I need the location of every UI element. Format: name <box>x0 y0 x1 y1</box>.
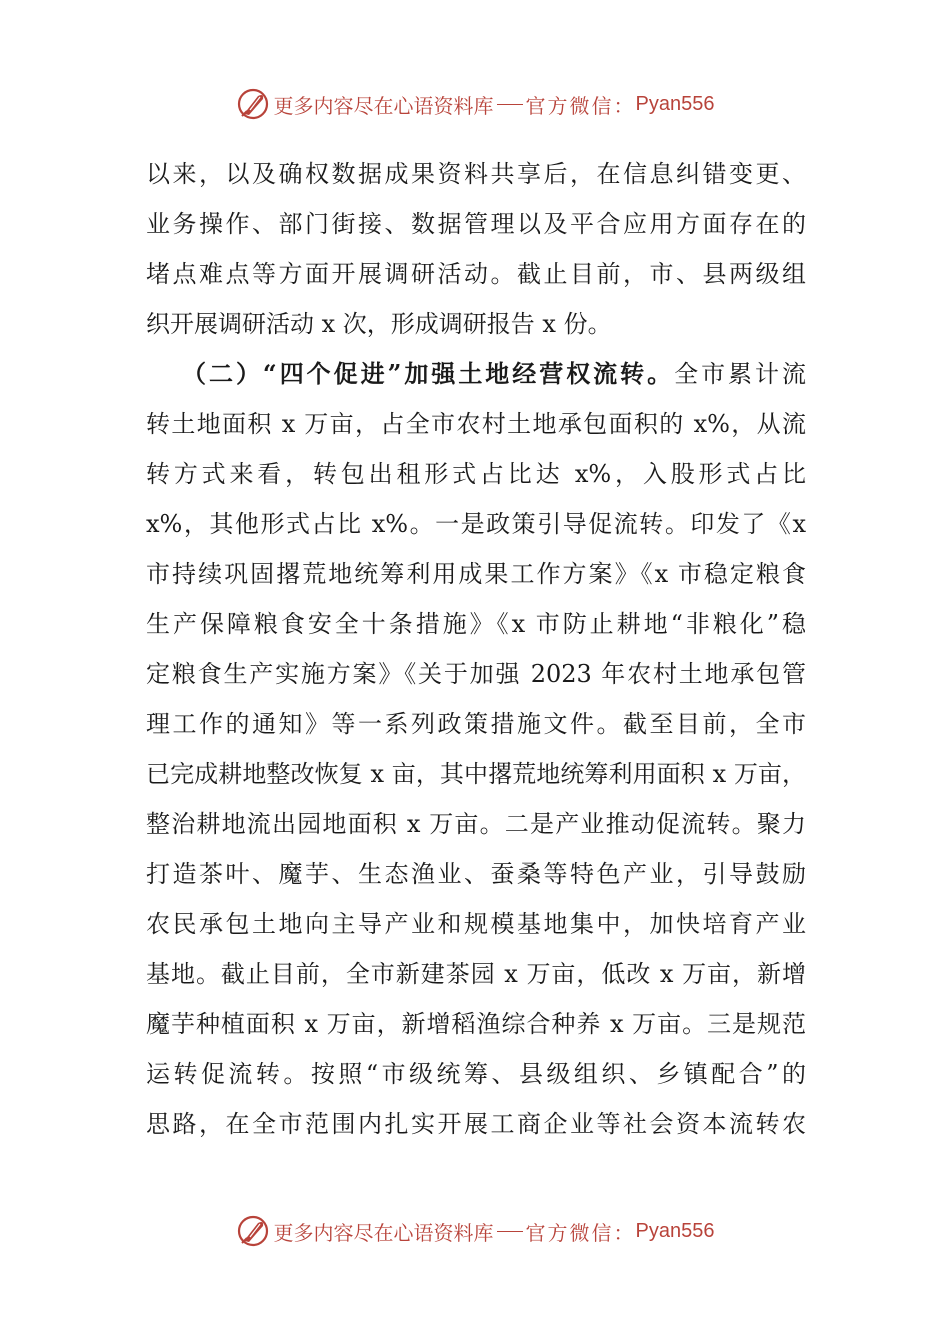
text-line: 生产保障粮食安全十条措施》《x 市防止耕地“非粮化”稳 <box>146 610 806 638</box>
watermark-wechat-id: Pyan556 <box>635 1219 715 1242</box>
text-line: 转土地面积 x 万亩，占全市农村土地承包面积的 x%，从流 <box>146 410 806 438</box>
text-line-rest: 全市累计流 <box>674 360 807 388</box>
quill-logo-icon <box>236 1214 270 1248</box>
watermark-header <box>0 84 950 124</box>
text-line: 运转促流转。按照“市级统筹、县级组织、乡镇配合”的 <box>146 1060 806 1088</box>
text-line: 织开展调研活动 x 次，形成调研报告 x 份。 <box>146 310 612 338</box>
text-line: 以来，以及确权数据成果资料共享后，在信息纠错变更、 <box>146 160 806 188</box>
text-line: 转方式来看，转包出租形式占比达 x%，入股形式占比 <box>146 460 806 488</box>
watermark-dash <box>497 1231 523 1232</box>
text-line: 打造茶叶、魔芋、生态渔业、蚕桑等特色产业，引导鼓励 <box>146 860 806 888</box>
text-line: x%，其他形式占比 x%。一是政策引导促流转。印发了《x <box>146 510 806 538</box>
text-line: 堵点难点等方面开展调研活动。截止目前，市、县两级组 <box>146 260 806 288</box>
text-line: 业务操作、部门街接、数据管理以及平合应用方面存在的 <box>146 210 806 238</box>
watermark-wechat-id: Pyan556 <box>635 92 715 115</box>
text-line: 农民承包土地向主导产业和规模基地集中，加快培育产业 <box>146 910 806 938</box>
watermark-brand: 更多内容尽在心语资料库 <box>273 93 494 118</box>
text-line: 整治耕地流出园地面积 x 万亩。二是产业推动促流转。聚力 <box>146 810 806 838</box>
watermark-dash <box>497 104 523 105</box>
text-line: 基地。截止目前，全市新建茶园 x 万亩，低改 x 万亩，新增 <box>146 960 806 988</box>
text-line: 已完成耕地整改恢复 x 亩，其中撂荒地统筹利用面积 x 万亩， <box>146 760 806 788</box>
text-line: 魔芋种植面积 x 万亩，新增稻渔综合种养 x 万亩。三是规范 <box>146 1010 806 1038</box>
watermark-wechat-label: 官方微信： <box>525 1220 636 1245</box>
section-heading: （二）“四个促进”加强土地经营权流转。 <box>182 359 675 388</box>
document-body <box>146 149 806 1149</box>
text-line: 市持续巩固撂荒地统筹利用成果工作方案》《x 市稳定粮食 <box>146 560 806 588</box>
watermark-wechat-label: 官方微信： <box>525 93 636 118</box>
section-heading-line <box>146 349 806 399</box>
text-line: 定粮食生产实施方案》《关于加强 2023 年农村土地承包管 <box>146 660 806 688</box>
watermark-footer <box>0 1211 950 1251</box>
text-line: 理工作的通知》等一系列政策措施文件。截至目前，全市 <box>146 710 806 738</box>
quill-logo-icon <box>236 87 270 121</box>
watermark-brand: 更多内容尽在心语资料库 <box>273 1220 494 1245</box>
text-line: 思路，在全市范围内扎实开展工商企业等社会资本流转农 <box>146 1110 806 1138</box>
